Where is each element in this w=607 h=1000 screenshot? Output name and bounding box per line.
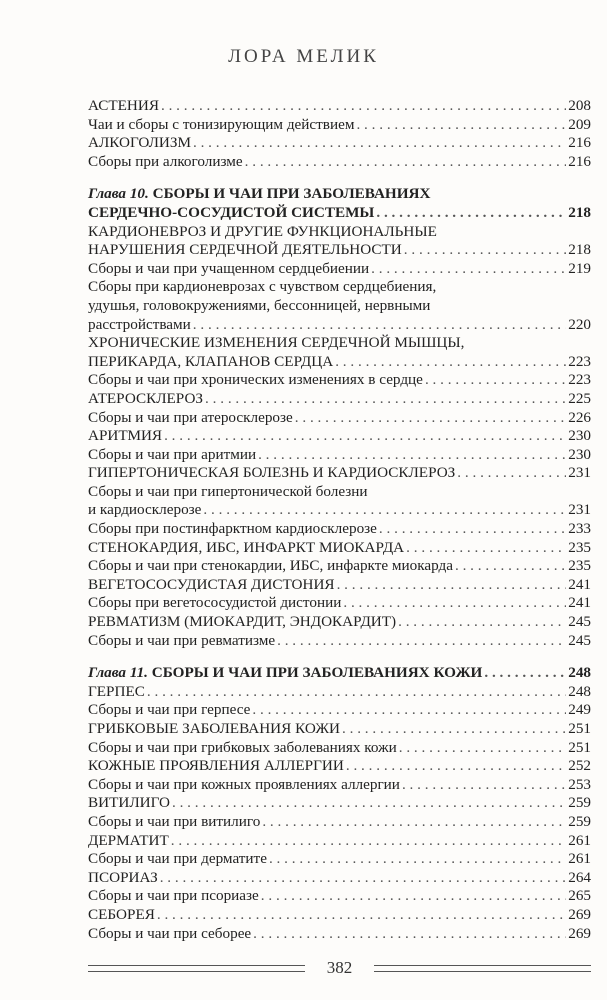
- toc-item: [88, 813, 591, 832]
- toc-entry-line: [88, 613, 591, 632]
- toc-entry-text: ПЕРИКАРДА, КЛАПАНОВ СЕРДЦА: [88, 352, 334, 370]
- toc-entry-line: [88, 850, 591, 869]
- toc-section: [88, 720, 591, 739]
- toc-entry-text: и кардиосклерозе: [88, 501, 202, 519]
- toc-entry-text: Сборы и чаи при себорее: [88, 924, 252, 942]
- toc-page-number: 241: [568, 575, 591, 593]
- dot-leader: [335, 353, 566, 372]
- toc-entry-line: [88, 464, 591, 483]
- toc-entry-text: АЛКОГОЛИЗМ: [88, 134, 191, 152]
- toc-section: [88, 97, 591, 116]
- toc-entry-line: [88, 223, 591, 242]
- toc-entry-line: [88, 185, 591, 204]
- dot-leader: [404, 241, 566, 260]
- toc-entry-text: ХРОНИЧЕСКИЕ ИЗМЕНЕНИЯ СЕРДЕЧНОЙ МЫШЦЫ,: [88, 334, 465, 352]
- dot-leader: [379, 520, 566, 539]
- toc-entry-text: ВЕГЕТОСОСУДИСТАЯ ДИСТОНИЯ: [88, 575, 335, 593]
- toc-entry-text: ВИТИЛИГО: [88, 794, 170, 812]
- toc-entry-text: Сборы и чаи при гипертонической болезни: [88, 482, 368, 500]
- toc-entry-text: удушья, головокружениями, бессонницей, нервными: [88, 296, 431, 314]
- toc-entry-text: Сборы и чаи при ревматизме: [88, 631, 276, 649]
- dot-leader: [484, 664, 566, 683]
- toc-entry-text: Сборы и чаи при учащенном сердцебиении: [88, 259, 370, 277]
- toc-entry-text: СЕРДЕЧНО-СОСУДИСТОЙ СИСТЕМЫ: [88, 203, 375, 221]
- toc-item: [88, 520, 591, 539]
- dot-leader: [402, 776, 566, 795]
- toc-page-number: 230: [568, 427, 591, 445]
- toc-entry-line: [88, 134, 591, 153]
- dot-leader: [258, 446, 566, 465]
- toc-entry-text: СБОРЫ И ЧАИ ПРИ ЗАБОЛЕВАНИЯХ: [152, 185, 431, 203]
- toc-item: [88, 446, 591, 465]
- toc-item: [88, 483, 591, 520]
- toc-entry-line: [88, 409, 591, 428]
- dot-leader: [171, 832, 566, 851]
- toc-page-number: 245: [568, 631, 591, 649]
- toc-entry-text: Сборы при вегетососудистой дистонии: [88, 594, 342, 612]
- toc-entry-line: [88, 594, 591, 613]
- toc-item: [88, 776, 591, 795]
- toc-section: [88, 427, 591, 446]
- toc-section: [88, 757, 591, 776]
- toc-page-number: 249: [568, 701, 591, 719]
- toc-page-number: 265: [568, 887, 591, 905]
- toc-item: [88, 594, 591, 613]
- toc-page-number: 226: [568, 408, 591, 426]
- toc-entry-line: [88, 116, 591, 135]
- toc-page-number: 231: [568, 501, 591, 519]
- toc-entry-text: Сборы и чаи при дерматите: [88, 850, 267, 868]
- dot-leader: [205, 390, 566, 409]
- toc-section: [88, 832, 591, 851]
- toc-entry-line: [88, 832, 591, 851]
- toc-page-number: 248: [568, 664, 591, 682]
- dot-leader: [406, 539, 566, 558]
- toc-page-number: 261: [568, 850, 591, 868]
- toc-entry-line: [88, 204, 591, 223]
- dot-leader: [147, 683, 566, 702]
- toc-page-number: 216: [568, 134, 591, 152]
- toc-page-number: 233: [568, 520, 591, 538]
- toc-entry-text: Сборы и чаи при стенокардии, ИБС, инфаркте миокарда: [88, 557, 453, 575]
- page-footer: [88, 958, 591, 978]
- toc-entry-text: Сборы и чаи при витилиго: [88, 812, 261, 830]
- chapter-label: Глава 10.: [88, 185, 149, 203]
- dot-leader: [425, 371, 566, 390]
- dot-leader: [342, 720, 566, 739]
- running-header: ЛОРА МЕЛИК: [228, 46, 379, 67]
- dot-leader: [252, 701, 566, 720]
- toc-entry-line: [88, 97, 591, 116]
- toc-entry-line: [88, 153, 591, 172]
- toc-entry-text: Сборы и чаи при аритмии: [88, 445, 257, 463]
- toc-section: [88, 683, 591, 702]
- toc-section: [88, 334, 591, 371]
- toc-entry-line: [88, 576, 591, 595]
- toc-item: [88, 739, 591, 758]
- toc-page-number: 223: [568, 371, 591, 389]
- toc-item: [88, 557, 591, 576]
- toc-entry-line: [88, 906, 591, 925]
- toc-entry-text: СЕБОРЕЯ: [88, 905, 155, 923]
- toc-entry-line: [88, 297, 591, 316]
- toc-item: [88, 153, 591, 172]
- toc-section: [88, 906, 591, 925]
- toc-page-number: 218: [568, 241, 591, 259]
- dot-leader: [295, 409, 566, 428]
- toc-section: [88, 223, 591, 260]
- toc-item: [88, 371, 591, 390]
- toc-page-number: 209: [568, 115, 591, 133]
- toc-page-number: 248: [568, 682, 591, 700]
- toc-entry-text: ГЕРПЕС: [88, 682, 145, 700]
- chapter-label: Глава 11.: [88, 664, 148, 682]
- toc-section: [88, 794, 591, 813]
- toc-chapter: [88, 664, 591, 683]
- toc-entry-line: [88, 446, 591, 465]
- toc-entry-line: [88, 776, 591, 795]
- dot-leader: [337, 576, 567, 595]
- toc-item: [88, 260, 591, 279]
- toc-entry-line: [88, 813, 591, 832]
- toc-entry-line: [88, 887, 591, 906]
- toc-entry-text: АРИТМИЯ: [88, 427, 163, 445]
- dot-leader: [164, 427, 566, 446]
- toc-page-number: 261: [568, 831, 591, 849]
- toc-entry-line: [88, 869, 591, 888]
- toc-entry-line: [88, 557, 591, 576]
- toc-page-number: 259: [568, 812, 591, 830]
- toc-section: [88, 134, 591, 153]
- toc-entry-line: [88, 260, 591, 279]
- dot-leader: [356, 116, 566, 135]
- toc-entry-line: [88, 501, 591, 520]
- toc-entry-line: [88, 353, 591, 372]
- toc-entry-line: [88, 739, 591, 758]
- toc-section: [88, 613, 591, 632]
- dot-leader: [277, 632, 566, 651]
- toc-entry-text: ГИПЕРТОНИЧЕСКАЯ БОЛЕЗНЬ И КАРДИОСКЛЕРОЗ: [88, 464, 456, 482]
- dot-leader: [262, 813, 566, 832]
- toc-page-number: 235: [568, 538, 591, 556]
- toc-entry-text: АТЕРОСКЛЕРОЗ: [88, 389, 204, 407]
- dot-leader: [245, 153, 567, 172]
- dot-leader: [172, 794, 566, 813]
- toc-page-number: 264: [568, 868, 591, 886]
- dot-leader: [455, 557, 566, 576]
- toc-entry-line: [88, 757, 591, 776]
- toc-item: [88, 116, 591, 135]
- toc-section: [88, 576, 591, 595]
- toc-entry-line: [88, 278, 591, 297]
- toc-page-number: 269: [568, 924, 591, 942]
- dot-leader: [398, 613, 566, 632]
- toc-item: [88, 632, 591, 651]
- toc-page-number: 220: [568, 315, 591, 333]
- toc-page-number: 219: [568, 259, 591, 277]
- dot-leader: [193, 134, 566, 153]
- toc-page-number: 253: [568, 775, 591, 793]
- toc-page-number: 208: [568, 97, 591, 114]
- toc-entry-text: Сборы при постинфарктном кардиосклерозе: [88, 520, 377, 538]
- toc-entry-line: [88, 371, 591, 390]
- dot-leader: [253, 925, 566, 944]
- toc-entry-text: СТЕНОКАРДИЯ, ИБС, ИНФАРКТ МИОКАРДА: [88, 538, 405, 556]
- toc-entry-line: [88, 683, 591, 702]
- toc-page-number: 259: [568, 794, 591, 812]
- toc-entry-text: Чаи и сборы с тонизирующим действием: [88, 115, 355, 133]
- toc-entry-line: [88, 794, 591, 813]
- toc-entry-line: [88, 316, 591, 335]
- toc-entry-text: Сборы при алкоголизме: [88, 152, 243, 170]
- toc-entry-text: расстройствами: [88, 315, 191, 333]
- toc-entry-text: НАРУШЕНИЯ СЕРДЕЧНОЙ ДЕЯТЕЛЬНОСТИ: [88, 241, 402, 259]
- toc-entry-text: Сборы и чаи при атеросклерозе: [88, 408, 293, 426]
- toc-page-number: 235: [568, 557, 591, 575]
- toc-section: [88, 390, 591, 409]
- toc-entry-line: [88, 701, 591, 720]
- toc-entry-text: Сборы и чаи при хронических изменениях в сердце: [88, 371, 423, 389]
- dot-leader: [457, 464, 566, 483]
- dot-leader: [399, 739, 567, 758]
- toc-entry-text: СБОРЫ И ЧАИ ПРИ ЗАБОЛЕВАНИЯХ КОЖИ: [151, 664, 483, 682]
- toc-entry-text: РЕВМАТИЗМ (МИОКАРДИТ, ЭНДОКАРДИТ): [88, 613, 397, 631]
- toc-entry-text: Сборы при кардионеврозах с чувством сердцебиения,: [88, 278, 437, 296]
- toc-entry-text: Сборы и чаи при грибковых заболеваниях кожи: [88, 738, 397, 756]
- footer-rule-left: [88, 965, 305, 972]
- toc-section: [88, 869, 591, 888]
- toc-page-number: 269: [568, 905, 591, 923]
- toc-item: [88, 850, 591, 869]
- toc-page-number: 241: [568, 594, 591, 612]
- toc-entry-line: [88, 483, 591, 502]
- toc-section: [88, 539, 591, 558]
- toc-item: [88, 278, 591, 334]
- toc-page-number: 251: [568, 738, 591, 756]
- toc-page-number: 216: [568, 152, 591, 170]
- toc-page-number: 218: [568, 203, 591, 221]
- toc-entry-line: [88, 720, 591, 739]
- toc-section: [88, 464, 591, 483]
- toc-item: [88, 887, 591, 906]
- toc-entry-line: [88, 539, 591, 558]
- toc-entry-line: [88, 632, 591, 651]
- toc-chapter: [88, 185, 591, 222]
- toc-item: [88, 925, 591, 944]
- toc-page-number: 251: [568, 720, 591, 737]
- toc-entry-text: ДЕРМАТИТ: [88, 831, 169, 849]
- table-of-contents: [88, 97, 591, 943]
- toc-entry-line: [88, 427, 591, 446]
- toc-page-number: 225: [568, 389, 591, 407]
- toc-item: [88, 409, 591, 428]
- dot-leader: [160, 869, 567, 888]
- toc-entry-line: [88, 334, 591, 353]
- toc-entry-text: АСТЕНИЯ: [88, 97, 159, 114]
- toc-entry-text: КОЖНЫЕ ПРОЯВЛЕНИЯ АЛЛЕРГИИ: [88, 757, 344, 775]
- toc-page-number: 223: [568, 352, 591, 370]
- page-number: 382: [326, 958, 353, 977]
- dot-leader: [376, 204, 566, 223]
- toc-entry-line: [88, 241, 591, 260]
- toc-page-number: 245: [568, 613, 591, 631]
- dot-leader: [343, 594, 566, 613]
- toc-page-number: 252: [568, 757, 591, 775]
- dot-leader: [371, 260, 566, 279]
- toc-entry-text: ГРИБКОВЫЕ ЗАБОЛЕВАНИЯ КОЖИ: [88, 720, 340, 737]
- toc-page-number: 230: [568, 445, 591, 463]
- dot-leader: [161, 97, 566, 116]
- dot-leader: [269, 850, 566, 869]
- dot-leader: [261, 887, 566, 906]
- toc-entry-line: [88, 925, 591, 944]
- toc-entry-text: КАРДИОНЕВРОЗ И ДРУГИЕ ФУНКЦИОНАЛЬНЫЕ: [88, 222, 437, 240]
- dot-leader: [203, 501, 566, 520]
- toc-entry-line: [88, 664, 591, 683]
- toc-entry-text: Сборы и чаи при кожных проявлениях аллергии: [88, 775, 400, 793]
- toc-page-number: 231: [568, 464, 591, 482]
- toc-entry-line: [88, 520, 591, 539]
- dot-leader: [193, 316, 566, 335]
- footer-rule-right: [374, 965, 591, 972]
- toc-entry-line: [88, 390, 591, 409]
- toc-entry-text: Сборы и чаи при псориазе: [88, 887, 259, 905]
- toc-entry-text: ПСОРИАЗ: [88, 868, 158, 886]
- dot-leader: [346, 757, 566, 776]
- toc-entry-text: Сборы и чаи при герпесе: [88, 701, 251, 719]
- toc-item: [88, 701, 591, 720]
- dot-leader: [157, 906, 566, 925]
